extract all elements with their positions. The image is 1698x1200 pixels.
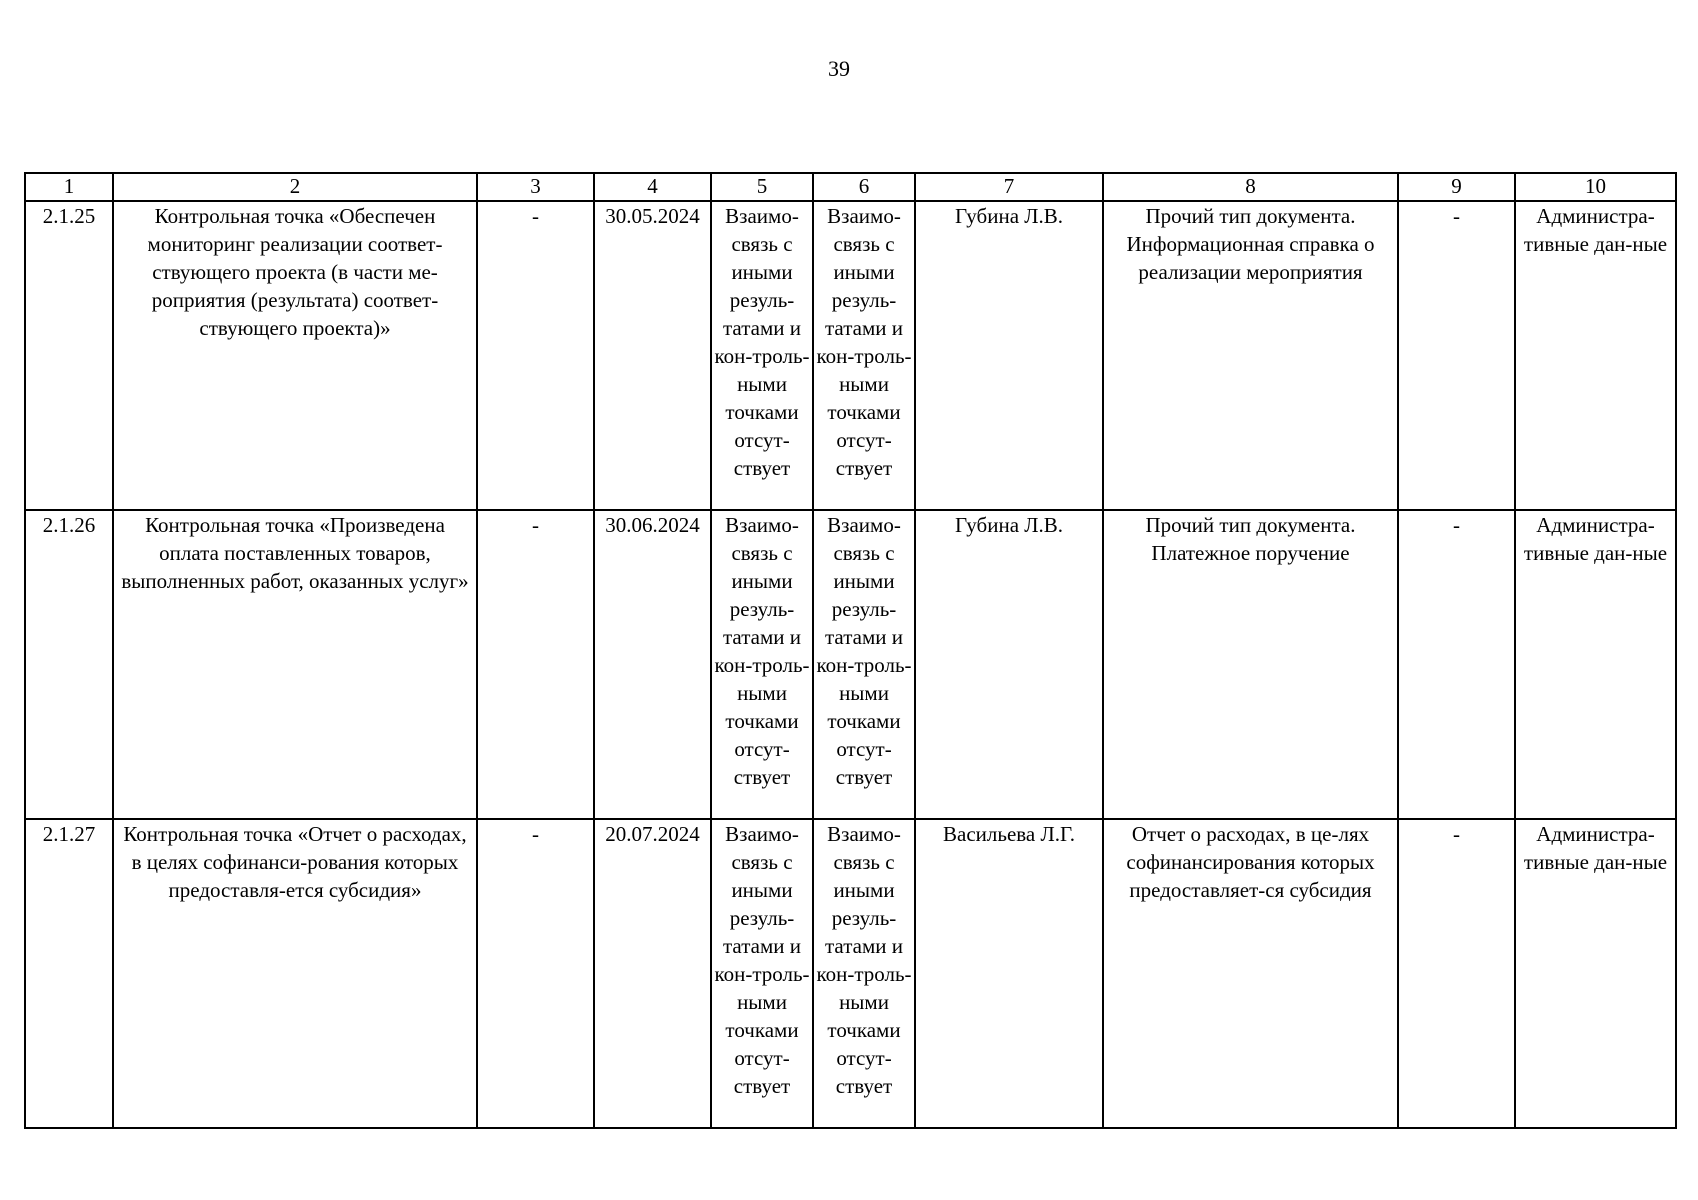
date-cell: 30.05.2024 [594, 201, 711, 510]
relation-cell: Взаимо-связь с иными резуль-татами и кон-троль-ными точками отсут-ствует [813, 201, 915, 510]
column-header-5: 5 [711, 173, 813, 201]
row-number-cell: 2.1.26 [25, 510, 113, 819]
column-header-8: 8 [1103, 173, 1398, 201]
col3-cell: - [477, 201, 594, 510]
column-header-9: 9 [1398, 173, 1515, 201]
column-header-1: 1 [25, 173, 113, 201]
relation-cell: Взаимо-связь с иными резуль-татами и кон-троль-ными точками отсут-ствует [711, 201, 813, 510]
page-number: 39 [828, 56, 850, 81]
data-source-cell: Администра-тивные дан-ные [1515, 510, 1676, 819]
relation-cell: Взаимо-связь с иными резуль-татами и кон-троль-ными точками отсут-ствует [711, 819, 813, 1128]
col9-cell: - [1398, 201, 1515, 510]
column-header-6: 6 [813, 173, 915, 201]
col9-cell: - [1398, 819, 1515, 1128]
column-header-7: 7 [915, 173, 1103, 201]
col9-cell: - [1398, 510, 1515, 819]
responsible-cell: Васильева Л.Г. [915, 819, 1103, 1128]
date-cell: 30.06.2024 [594, 510, 711, 819]
responsible-cell: Губина Л.В. [915, 201, 1103, 510]
table-row [25, 201, 1676, 510]
document-type-cell: Прочий тип документа. Платежное поручение [1103, 510, 1398, 819]
control-point-name-cell: Контрольная точка «Произведена оплата поставленных товаров, выполненных работ, оказанных услуг» [113, 510, 477, 819]
responsible-cell: Губина Л.В. [915, 510, 1103, 819]
document-type-cell: Отчет о расходах, в це-лях софинансирования которых предоставляет-ся субсидия [1103, 819, 1398, 1128]
date-cell: 20.07.2024 [594, 819, 711, 1128]
header-row [25, 173, 1676, 201]
row-number-cell: 2.1.25 [25, 201, 113, 510]
relation-cell: Взаимо-связь с иными резуль-татами и кон-троль-ными точками отсут-ствует [813, 510, 915, 819]
table-row [25, 819, 1676, 1128]
row-number-cell: 2.1.27 [25, 819, 113, 1128]
control-point-name-cell: Контрольная точка «Отчет о расходах, в целях софинанси-рования которых предоставля-ется субсидия» [113, 819, 477, 1128]
column-header-4: 4 [594, 173, 711, 201]
control-point-name-cell: Контрольная точка «Обеспечен мониторинг реализации соответ-ствующего проекта (в части ме-роприятия (результата) соответ-ствующего проекта)» [113, 201, 477, 510]
table-row [25, 510, 1676, 819]
data-source-cell: Администра-тивные дан-ные [1515, 819, 1676, 1128]
data-source-cell: Администра-тивные дан-ные [1515, 201, 1676, 510]
relation-cell: Взаимо-связь с иными резуль-татами и кон-троль-ными точками отсут-ствует [711, 510, 813, 819]
relation-cell: Взаимо-связь с иными резуль-татами и кон-троль-ными точками отсут-ствует [813, 819, 915, 1128]
data-table [24, 172, 1677, 1129]
col3-cell: - [477, 510, 594, 819]
column-header-3: 3 [477, 173, 594, 201]
document-type-cell: Прочий тип документа. Информационная справка о реализации мероприятия [1103, 201, 1398, 510]
column-header-10: 10 [1515, 173, 1676, 201]
column-header-2: 2 [113, 173, 477, 201]
col3-cell: - [477, 819, 594, 1128]
